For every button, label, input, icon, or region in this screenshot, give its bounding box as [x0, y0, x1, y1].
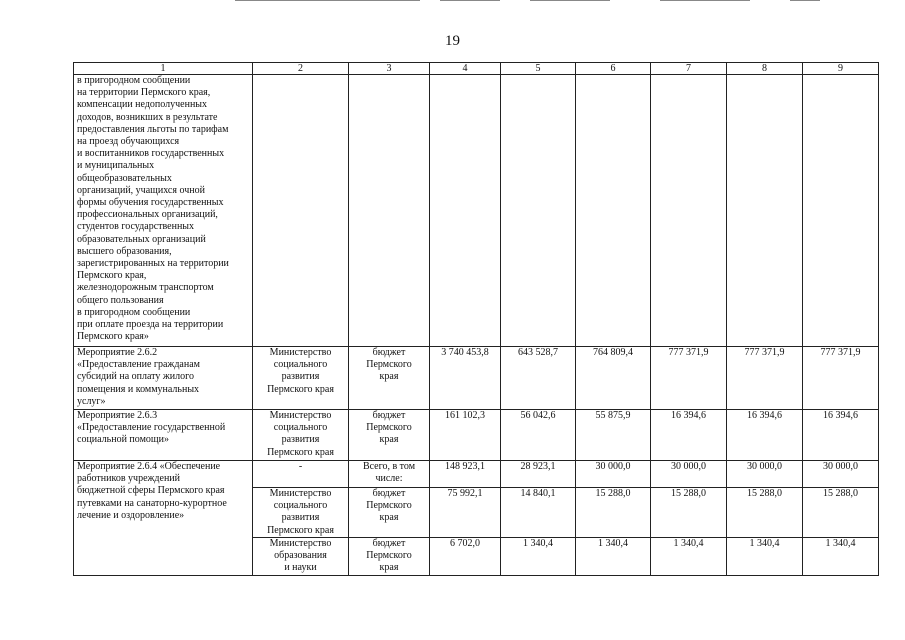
funding-source-cell: бюджет Пермского края — [349, 488, 430, 538]
executor-cell: - — [253, 461, 349, 488]
amount-cell: 30 000,0 — [651, 461, 727, 488]
amount-cell: 16 394,6 — [651, 410, 727, 461]
amount-cell — [727, 75, 803, 347]
scan-top-line — [440, 0, 500, 1]
funding-source-cell — [349, 75, 430, 347]
amount-cell: 3 740 453,8 — [430, 347, 501, 410]
amount-cell: 15 288,0 — [727, 488, 803, 538]
amount-cell: 15 288,0 — [803, 488, 879, 538]
scan-top-line — [235, 0, 420, 1]
amount-cell: 14 840,1 — [501, 488, 576, 538]
executor-cell: Министерство социального развития Пермского края — [253, 410, 349, 461]
executor-cell: Министерство социального развития Пермского края — [253, 347, 349, 410]
scan-top-line — [660, 0, 750, 1]
amount-cell: 30 000,0 — [576, 461, 651, 488]
amount-cell: 777 371,9 — [803, 347, 879, 410]
column-number-cell: 6 — [576, 63, 651, 75]
table-row — [74, 75, 879, 347]
executor-cell: Министерство социального развития Пермского края — [253, 488, 349, 538]
amount-cell: 1 340,4 — [727, 537, 803, 575]
column-number-cell: 3 — [349, 63, 430, 75]
funding-source-cell: бюджет Пермского края — [349, 410, 430, 461]
program-table — [73, 62, 879, 576]
measure-description: Мероприятие 2.6.2 «Предоставление гражданам субсидий на оплату жилого помещения и коммунальных услуг» — [74, 347, 253, 410]
amount-cell: 1 340,4 — [803, 537, 879, 575]
amount-cell: 764 809,4 — [576, 347, 651, 410]
table-row — [74, 461, 879, 488]
amount-cell: 16 394,6 — [803, 410, 879, 461]
funding-source-cell: бюджет Пермского края — [349, 537, 430, 575]
measure-description: Мероприятие 2.6.4 «Обеспечение работников учреждений бюджетной сферы Пермского края путевками на санаторно-курортное лечение и оздоровление» — [74, 461, 253, 576]
amount-cell: 777 371,9 — [727, 347, 803, 410]
amount-cell: 15 288,0 — [651, 488, 727, 538]
amount-cell — [501, 75, 576, 347]
column-number-cell: 8 — [727, 63, 803, 75]
column-number-cell: 2 — [253, 63, 349, 75]
amount-cell — [651, 75, 727, 347]
amount-cell: 30 000,0 — [803, 461, 879, 488]
measure-description: в пригородном сообщении на территории Пермского края, компенсации недополученных доходов, возникших в результате предоставления льготы по тарифам на проезд обучающихся и воспитанников государственных и муниципальных общеобразовательных организаций, учащихся очной формы обучения государственных профессиональных организаций, студентов государственных образовательных организаций высшего образования, зарегистрированных на территории Пермского края, железнодорожным транспортом общего пользования в пригородном сообщении при оплате проезда на территории Пермского края» — [74, 75, 253, 347]
amount-cell: 161 102,3 — [430, 410, 501, 461]
amount-cell: 15 288,0 — [576, 488, 651, 538]
amount-cell: 1 340,4 — [576, 537, 651, 575]
amount-cell — [430, 75, 501, 347]
funding-source-cell: Всего, в том числе: — [349, 461, 430, 488]
column-number-cell: 7 — [651, 63, 727, 75]
page-number: 19 — [445, 33, 460, 49]
scan-top-line — [790, 0, 820, 1]
amount-cell: 55 875,9 — [576, 410, 651, 461]
amount-cell: 1 340,4 — [501, 537, 576, 575]
amount-cell: 28 923,1 — [501, 461, 576, 488]
column-number-cell: 5 — [501, 63, 576, 75]
table-row — [74, 410, 879, 461]
column-number-cell: 4 — [430, 63, 501, 75]
measure-description: Мероприятие 2.6.3 «Предоставление государственной социальной помощи» — [74, 410, 253, 461]
amount-cell — [803, 75, 879, 347]
amount-cell — [576, 75, 651, 347]
column-number-cell: 9 — [803, 63, 879, 75]
amount-cell: 777 371,9 — [651, 347, 727, 410]
scan-top-line — [530, 0, 610, 1]
amount-cell: 643 528,7 — [501, 347, 576, 410]
amount-cell: 1 340,4 — [651, 537, 727, 575]
amount-cell: 30 000,0 — [727, 461, 803, 488]
executor-cell — [253, 75, 349, 347]
amount-cell: 148 923,1 — [430, 461, 501, 488]
column-number-cell: 1 — [74, 63, 253, 75]
amount-cell: 56 042,6 — [501, 410, 576, 461]
amount-cell: 6 702,0 — [430, 537, 501, 575]
executor-cell: Министерство образования и науки — [253, 537, 349, 575]
column-number-row — [74, 63, 879, 75]
funding-source-cell: бюджет Пермского края — [349, 347, 430, 410]
amount-cell: 16 394,6 — [727, 410, 803, 461]
table-row — [74, 347, 879, 410]
amount-cell: 75 992,1 — [430, 488, 501, 538]
